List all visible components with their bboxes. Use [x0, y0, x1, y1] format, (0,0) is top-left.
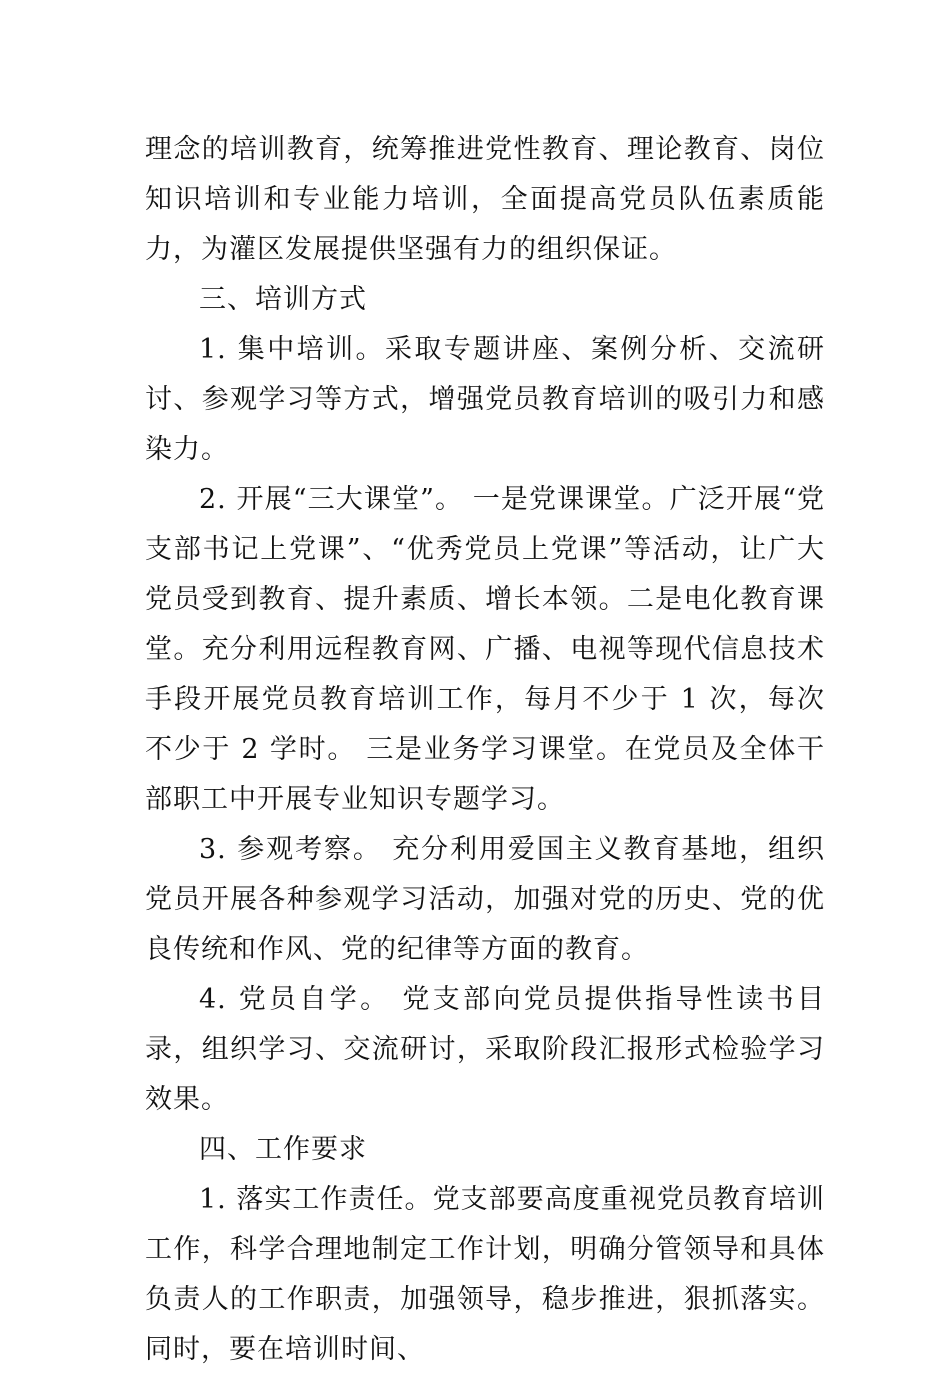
- section-heading-training-methods: 三、培训方式: [199, 284, 367, 315]
- document-page: [145, 125, 825, 1375]
- paragraph-three-classrooms: 2. 开展“三大课堂”。 一是党课课堂。广泛开展“党支部书记上党课”、“优秀党员上党课”等活动，让广大党员受到教育、提升素质、增长本领。二是电化教育课堂。充分利用远程教育网、广播、电视等现代信息技术手段开展党员教育培训工作，每月不少于 1 次，每次不少于 2 学时。 三是业务学习课堂。在党员及全体干部职工中开展专业知识专题学习。: [145, 484, 825, 815]
- paragraph-centralized-training: 1. 集中培训。采取专题讲座、案例分析、交流研讨、参观学习等方式，增强党员教育培训的吸引力和感染力。: [145, 334, 825, 465]
- paragraph-continued: 理念的培训教育，统筹推进党性教育、理论教育、岗位知识培训和专业能力培训，全面提高党员队伍素质能力，为灌区发展提供坚强有力的组织保证。: [145, 134, 825, 265]
- section-heading-work-requirements: 四、工作要求: [199, 1134, 367, 1165]
- paragraph-self-study: 4. 党员自学。 党支部向党员提供指导性读书目录，组织学习、交流研讨，采取阶段汇报形式检验学习效果。: [145, 984, 825, 1115]
- paragraph-implement-responsibility: 1. 落实工作责任。党支部要高度重视党员教育培训工作，科学合理地制定工作计划，明确分管领导和具体负责人的工作职责，加强领导，稳步推进，狠抓落实。同时，要在培训时间、: [145, 1184, 825, 1365]
- paragraph-site-visits: 3. 参观考察。 充分利用爱国主义教育基地，组织党员开展各种参观学习活动，加强对党的历史、党的优良传统和作风、党的纪律等方面的教育。: [145, 834, 825, 965]
